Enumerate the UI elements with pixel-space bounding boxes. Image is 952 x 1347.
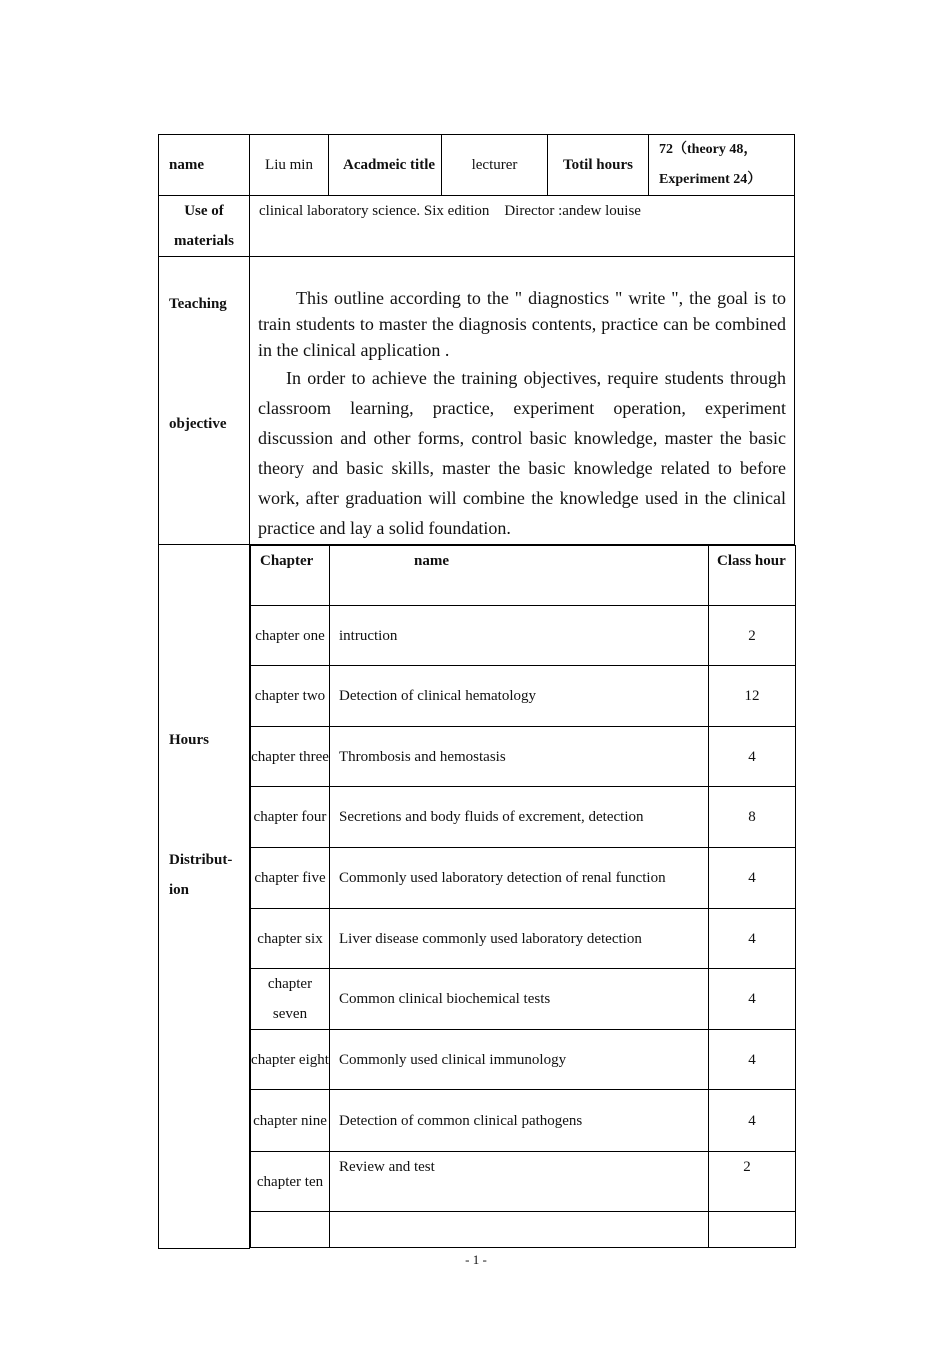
table-row [251,848,796,909]
header-row [159,135,795,196]
hours-label: Totil hours [548,135,649,196]
chapter-cell: chapter ten [251,1152,330,1212]
chapter-cell: chapter six [251,909,330,969]
class-hour-cell: 4 [709,1030,796,1090]
chapter-name-cell: Commonly used clinical immunology [330,1030,709,1090]
chapter-name-cell: Secretions and body fluids of excrement, detection [330,787,709,848]
empty-cell [330,1212,709,1248]
chapter-name-cell: Common clinical biochemical tests [330,969,709,1030]
table-row [251,606,796,666]
hours-inner-cell [250,545,795,1249]
objective-text [250,257,795,545]
chapter-cell: chapter seven [251,969,330,1030]
materials-row [159,196,795,257]
hours-row [159,545,795,1249]
objective-paragraph-1: This outline according to the " diagnostics " write ", the goal is to train students to master the diagnosis contents, practice can be combined in the clinical application . [258,288,786,360]
name-label: name [159,135,250,196]
col-hour-header: Class hour [709,546,796,606]
table-row [251,909,796,969]
chapter-name-cell: intruction [330,606,709,666]
hours-table [250,545,796,1248]
chapter-cell: chapter three [251,727,330,787]
chapter-name-cell: Detection of common clinical pathogens [330,1090,709,1152]
syllabus-page [158,134,794,1249]
chapter-cell: chapter one [251,606,330,666]
class-hour-cell: 4 [709,1090,796,1152]
objective-label-top: Teaching [169,296,227,312]
chapter-cell: chapter four [251,787,330,848]
class-hour-cell: 4 [709,848,796,909]
class-hour-cell: 12 [709,666,796,727]
col-chapter-header: Chapter [251,546,330,606]
hours-label-top: Hours [169,732,210,748]
class-hour-cell: 2 [709,606,796,666]
table-row [251,727,796,787]
materials-value: clinical laboratory science. Six edition Director :andew louise [250,196,795,257]
table-row [251,787,796,848]
objective-label-bottom: objective [169,416,227,432]
table-row [251,666,796,727]
class-hour-cell: 4 [709,727,796,787]
chapter-cell: chapter eight [251,1030,330,1090]
col-name-header: name [330,546,709,606]
table-row [251,1090,796,1152]
chapter-name-cell: Liver disease commonly used laboratory detection [330,909,709,969]
hours-label-bottom: Distribut-ion [169,852,233,898]
empty-cell [709,1212,796,1248]
class-hour-cell: 8 [709,787,796,848]
chapter-cell: chapter two [251,666,330,727]
class-hour-cell: 4 [709,909,796,969]
chapter-name-cell: Thrombosis and hemostasis [330,727,709,787]
empty-row [251,1212,796,1248]
empty-cell [251,1212,330,1248]
page-number: - 1 - [465,1252,487,1267]
chapter-name-cell: Detection of clinical hematology [330,666,709,727]
chapter-cell: chapter nine [251,1090,330,1152]
chapter-name-cell: Review and test [330,1152,709,1212]
class-hour-cell: 2 [709,1152,796,1212]
materials-label: Use of materials [159,196,250,257]
title-value: lecturer [442,135,548,196]
table-row [251,969,796,1030]
table-row [251,1152,796,1212]
objective-label-cell [159,257,250,545]
table-row [251,1030,796,1090]
objective-row [159,257,795,545]
title-label: Acadmeic title [329,135,442,196]
class-hour-cell: 4 [709,969,796,1030]
hours-value: 72（theory 48，Experiment 24） [649,135,795,196]
objective-paragraph-2: In order to achieve the training objectives, require students through classroom learning, practice, experiment operation, experiment discussion and other forms, control basic knowledge, master the basic theory and basic skills, master the basic knowledge related to before work, after graduation will combine the knowledge used in the clinical practice and lay a solid foundation. [258,368,786,538]
chapter-name-cell: Commonly used laboratory detection of renal function [330,848,709,909]
name-value: Liu min [250,135,329,196]
chapter-cell: chapter five [251,848,330,909]
hours-label-cell [159,545,250,1249]
hours-header-row [251,546,796,606]
syllabus-table [158,134,795,1249]
